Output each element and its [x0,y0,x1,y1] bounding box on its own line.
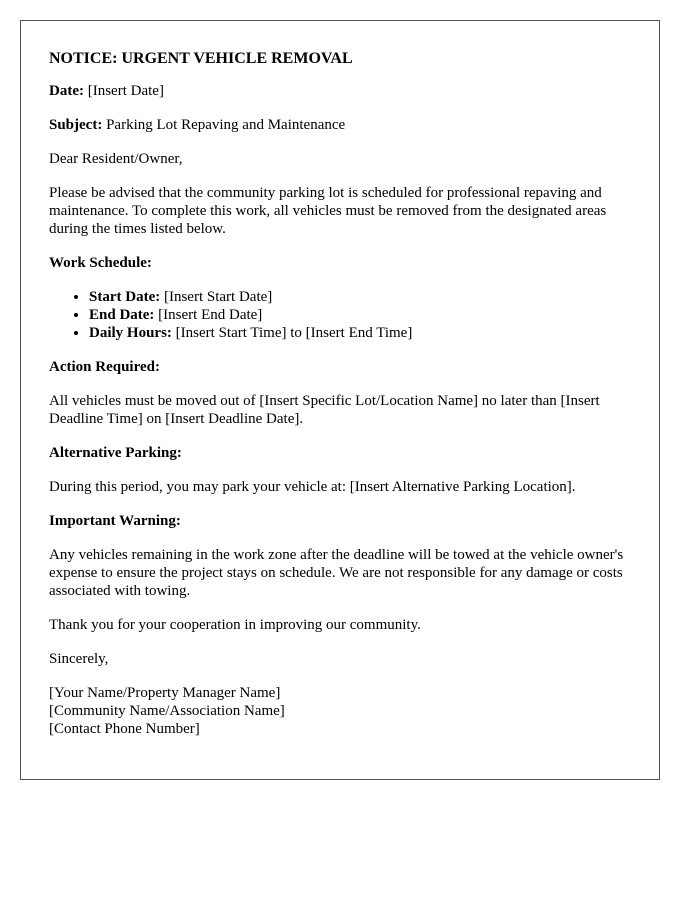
subject-line [49,116,631,134]
schedule-item-start-date [89,288,631,306]
subject-value: Parking Lot Repaving and Maintenance [102,117,346,133]
warning-paragraph: Any vehicles remaining in the work zone after the deadline will be towed at the vehicle owner's expense to ensure the project stays on schedule. We are not responsible for any damage or costs associated with towing. [49,547,624,599]
schedule-heading: Work Schedule: [49,255,152,271]
action-paragraph: All vehicles must be moved out of [Insert Specific Lot/Location Name] no later than [Insert Deadline Time] on [Insert Deadline Date]. [49,393,600,427]
greeting: Dear Resident/Owner, [49,151,183,167]
schedule-item-value: [Insert End Date] [154,307,263,323]
schedule-item-label: End Date: [89,307,155,323]
schedule-item-end-date [89,306,631,324]
schedule-item-value: [Insert Start Date] [160,289,273,305]
warning-heading: Important Warning: [49,513,181,529]
date-value: [Insert Date] [83,83,164,99]
thanks-paragraph: Thank you for your cooperation in improving our community. [49,617,421,633]
subject-label: Subject: [49,117,103,133]
signature-phone: [Contact Phone Number] [49,721,200,737]
schedule-item-label: Daily Hours: [89,325,172,341]
date-label: Date: [49,83,84,99]
schedule-item-label: Start Date: [89,289,161,305]
alternative-parking-paragraph: During this period, you may park your vehicle at: [Insert Alternative Parking Location]. [49,479,576,495]
schedule-item-daily-hours [89,324,631,342]
intro-paragraph: Please be advised that the community parking lot is scheduled for professional repaving and maintenance. To complete this work, all vehicles must be removed from the designated areas during the times listed below. [49,185,607,237]
schedule-item-value: [Insert Start Time] to [Insert End Time] [171,325,413,341]
date-line [49,82,631,100]
action-heading: Action Required: [49,359,160,375]
alternative-parking-heading: Alternative Parking: [49,445,182,461]
signature-block [49,684,631,738]
notice-document [20,20,660,780]
signature-community: [Community Name/Association Name] [49,703,285,719]
notice-title: NOTICE: URGENT VEHICLE REMOVAL [49,50,353,67]
schedule-list [49,288,631,342]
signature-name: [Your Name/Property Manager Name] [49,685,281,701]
closing: Sincerely, [49,651,109,667]
